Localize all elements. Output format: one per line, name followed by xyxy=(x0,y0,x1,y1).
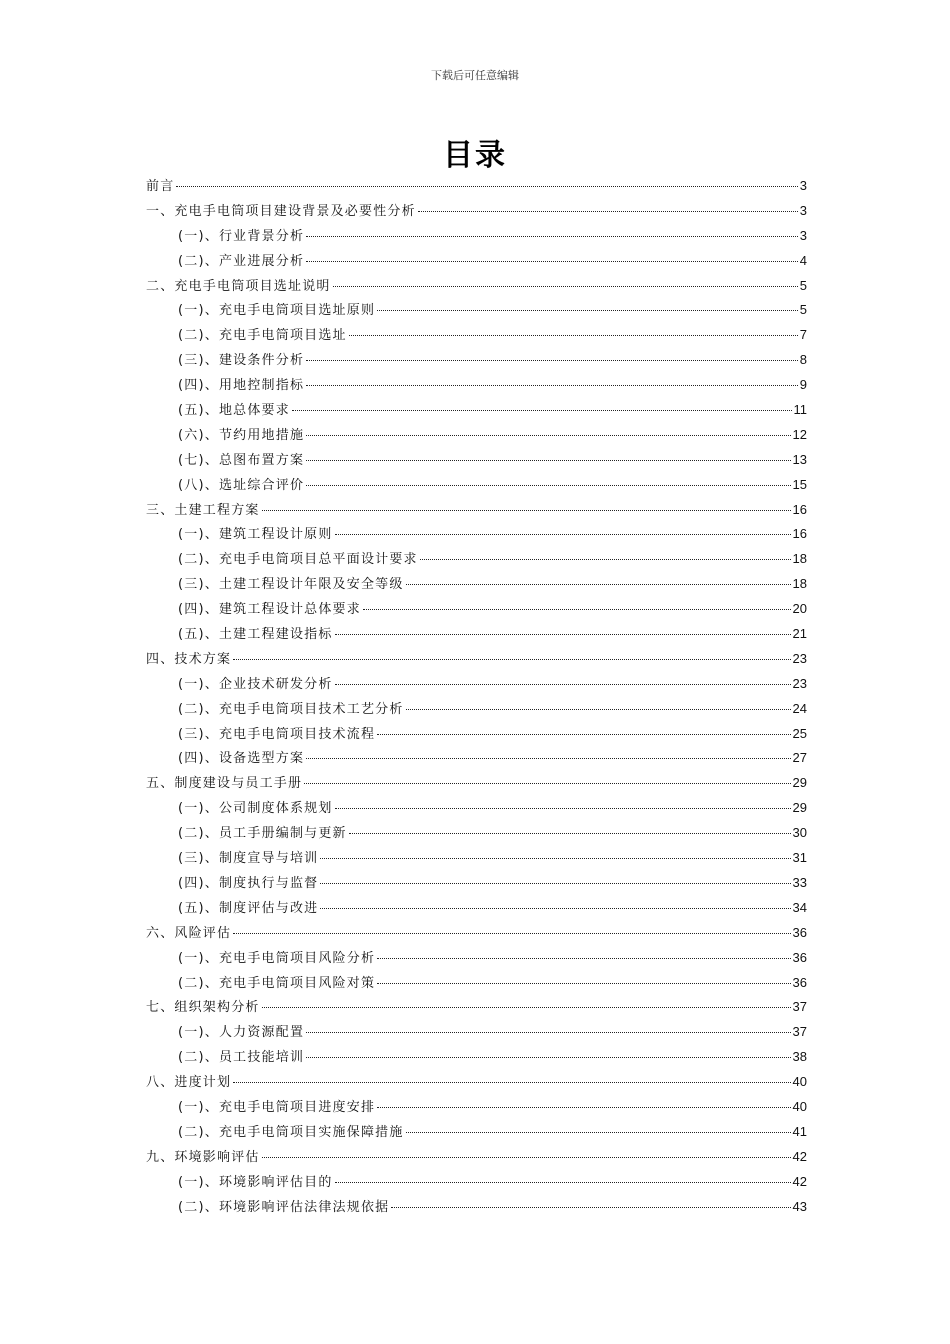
toc-entry[interactable] xyxy=(146,1021,807,1046)
toc-entry-label: 前言 xyxy=(146,179,175,194)
toc-dot-leader xyxy=(335,1182,791,1183)
toc-entry-label: (四)、建筑工程设计总体要求 xyxy=(178,602,361,618)
toc-entry[interactable] xyxy=(146,399,807,424)
toc-entry-label: (五)、地总体要求 xyxy=(178,403,290,419)
toc-entry[interactable] xyxy=(146,474,807,499)
toc-dot-leader xyxy=(176,186,797,187)
toc-entry[interactable] xyxy=(146,847,807,872)
toc-entry-page-number: 36 xyxy=(792,974,807,990)
toc-entry-label: 三、土建工程方案 xyxy=(146,502,260,518)
toc-entry[interactable] xyxy=(146,797,807,822)
toc-dot-leader xyxy=(363,609,791,610)
toc-entry-page-number: 43 xyxy=(792,1198,807,1214)
toc-entry[interactable] xyxy=(146,1096,807,1121)
toc-entry[interactable] xyxy=(146,1146,807,1171)
toc-dot-leader xyxy=(377,1107,790,1108)
toc-entry-page-number: 8 xyxy=(799,352,807,368)
toc-entry[interactable] xyxy=(146,449,807,474)
toc-entry-label: (二)、产业进展分析 xyxy=(178,253,305,269)
toc-entry-label: 六、风险评估 xyxy=(146,925,232,941)
toc-entry-label: (二)、充电手电筒项目实施保障措施 xyxy=(178,1124,404,1140)
toc-entry[interactable] xyxy=(146,897,807,922)
toc-entry[interactable] xyxy=(146,996,807,1021)
toc-entry-label: (五)、制度评估与改进 xyxy=(178,900,319,916)
toc-entry[interactable] xyxy=(146,1121,807,1146)
toc-dot-leader xyxy=(306,1057,790,1058)
toc-entry-label: (一)、充电手电筒项目选址原则 xyxy=(178,303,376,319)
toc-dot-leader xyxy=(262,510,791,511)
toc-entry-label: (八)、选址综合评价 xyxy=(178,477,305,493)
toc-entry[interactable] xyxy=(146,648,807,673)
toc-entry[interactable] xyxy=(146,349,807,374)
toc-entry-page-number: 38 xyxy=(792,1049,807,1065)
toc-entry-label: (一)、人力资源配置 xyxy=(178,1025,305,1041)
toc-dot-leader xyxy=(306,485,790,486)
toc-dot-leader xyxy=(377,983,790,984)
toc-entry-page-number: 27 xyxy=(792,750,807,766)
toc-entry-label: 一、充电手电筒项目建设背景及必要性分析 xyxy=(146,203,416,219)
toc-title: 目录 xyxy=(443,138,507,173)
toc-dot-leader xyxy=(377,958,790,959)
toc-entry-page-number: 3 xyxy=(799,227,807,243)
toc-entry-label: (四)、用地控制指标 xyxy=(178,378,305,394)
toc-entry-page-number: 16 xyxy=(792,501,807,517)
toc-entry[interactable] xyxy=(146,175,807,200)
toc-dot-leader xyxy=(306,261,798,262)
toc-entry-label: (二)、充电手电筒项目风险对策 xyxy=(178,975,376,991)
toc-entry-label: (一)、充电手电筒项目风险分析 xyxy=(178,950,376,966)
toc-entry[interactable] xyxy=(146,972,807,997)
toc-entry-label: (一)、企业技术研发分析 xyxy=(178,676,333,692)
toc-entry[interactable] xyxy=(146,299,807,324)
toc-entry-page-number: 33 xyxy=(792,874,807,890)
toc-entry-label: (一)、充电手电筒项目进度安排 xyxy=(178,1099,376,1115)
page-header-note: 下载后可任意编辑 xyxy=(431,69,519,82)
toc-dot-leader xyxy=(349,833,791,834)
toc-entry-page-number: 18 xyxy=(792,576,807,592)
toc-entry-page-number: 7 xyxy=(799,327,807,343)
toc-entry[interactable] xyxy=(146,598,807,623)
toc-entry-label: (三)、制度宣导与培训 xyxy=(178,851,319,867)
toc-entry[interactable] xyxy=(146,225,807,250)
toc-entry-page-number: 4 xyxy=(799,252,807,268)
toc-entry[interactable] xyxy=(146,1196,807,1221)
toc-entry[interactable] xyxy=(146,822,807,847)
toc-entry[interactable] xyxy=(146,1046,807,1071)
toc-entry-page-number: 24 xyxy=(792,700,807,716)
toc-entry[interactable] xyxy=(146,623,807,648)
toc-entry-page-number: 29 xyxy=(792,800,807,816)
toc-entry[interactable] xyxy=(146,947,807,972)
toc-entry[interactable] xyxy=(146,499,807,524)
toc-entry-page-number: 5 xyxy=(799,277,807,293)
toc-dot-leader xyxy=(320,908,790,909)
toc-entry[interactable] xyxy=(146,374,807,399)
toc-entry[interactable] xyxy=(146,772,807,797)
toc-dot-leader xyxy=(233,659,790,660)
toc-entry-page-number: 16 xyxy=(792,526,807,542)
toc-dot-leader xyxy=(335,684,791,685)
toc-dot-leader xyxy=(406,709,791,710)
toc-entry-label: (二)、充电手电筒项目技术工艺分析 xyxy=(178,701,404,717)
toc-entry[interactable] xyxy=(146,1171,807,1196)
toc-entry-page-number: 42 xyxy=(792,1148,807,1164)
toc-dot-leader xyxy=(320,858,790,859)
toc-dot-leader xyxy=(406,1132,791,1133)
toc-entry-label: (七)、总图布置方案 xyxy=(178,452,305,468)
toc-entry[interactable] xyxy=(146,424,807,449)
toc-entry-label: (三)、充电手电筒项目技术流程 xyxy=(178,726,376,742)
table-of-contents xyxy=(146,175,807,1220)
toc-entry-label: 九、环境影响评估 xyxy=(146,1149,260,1165)
toc-dot-leader xyxy=(233,1082,790,1083)
toc-dot-leader xyxy=(262,1007,791,1008)
toc-entry-page-number: 15 xyxy=(792,476,807,492)
toc-entry-label: (五)、土建工程建设指标 xyxy=(178,627,333,643)
toc-dot-leader xyxy=(306,758,790,759)
toc-dot-leader xyxy=(420,559,791,560)
toc-dot-leader xyxy=(306,385,798,386)
toc-dot-leader xyxy=(349,335,798,336)
toc-entry-page-number: 36 xyxy=(792,924,807,940)
toc-dot-leader xyxy=(262,1157,791,1158)
toc-entry-page-number: 21 xyxy=(792,626,807,642)
toc-dot-leader xyxy=(391,1207,790,1208)
toc-dot-leader xyxy=(377,734,790,735)
toc-dot-leader xyxy=(335,634,791,635)
toc-dot-leader xyxy=(292,410,792,411)
toc-entry[interactable] xyxy=(146,922,807,947)
toc-entry-label: (三)、建设条件分析 xyxy=(178,353,305,369)
toc-entry-page-number: 11 xyxy=(793,402,807,418)
toc-entry[interactable] xyxy=(146,698,807,723)
toc-dot-leader xyxy=(233,933,790,934)
toc-dot-leader xyxy=(304,783,790,784)
toc-entry-page-number: 42 xyxy=(792,1173,807,1189)
toc-entry-label: (一)、公司制度体系规划 xyxy=(178,801,333,817)
toc-entry[interactable] xyxy=(146,872,807,897)
toc-entry-page-number: 41 xyxy=(792,1123,807,1139)
toc-entry-page-number: 40 xyxy=(792,1074,807,1090)
toc-entry-page-number: 29 xyxy=(792,775,807,791)
toc-entry-page-number: 25 xyxy=(792,725,807,741)
toc-entry-page-number: 20 xyxy=(792,601,807,617)
toc-entry[interactable] xyxy=(146,250,807,275)
toc-entry-label: 二、充电手电筒项目选址说明 xyxy=(146,278,331,294)
toc-dot-leader xyxy=(406,584,791,585)
toc-entry[interactable] xyxy=(146,673,807,698)
toc-entry-page-number: 5 xyxy=(799,302,807,318)
toc-dot-leader xyxy=(333,286,798,287)
toc-entry-page-number: 9 xyxy=(799,377,807,393)
toc-entry-page-number: 18 xyxy=(792,551,807,567)
toc-entry-page-number: 23 xyxy=(792,650,807,666)
toc-entry-page-number: 12 xyxy=(792,426,807,442)
toc-entry-page-number: 36 xyxy=(792,949,807,965)
toc-entry-page-number: 3 xyxy=(799,178,807,193)
toc-entry-label: (二)、员工技能培训 xyxy=(178,1050,305,1066)
toc-entry[interactable] xyxy=(146,324,807,349)
toc-entry-label: (四)、设备选型方案 xyxy=(178,751,305,767)
toc-entry-page-number: 37 xyxy=(792,1024,807,1040)
toc-dot-leader xyxy=(335,808,791,809)
toc-dot-leader xyxy=(306,236,798,237)
toc-dot-leader xyxy=(418,211,798,212)
toc-dot-leader xyxy=(306,460,790,461)
toc-entry-label: (二)、充电手电筒项目选址 xyxy=(178,328,347,344)
toc-entry-page-number: 37 xyxy=(792,999,807,1015)
toc-entry-page-number: 31 xyxy=(792,850,807,866)
toc-entry[interactable] xyxy=(146,747,807,772)
toc-dot-leader xyxy=(320,883,790,884)
toc-entry[interactable] xyxy=(146,523,807,548)
toc-entry-page-number: 3 xyxy=(799,202,807,218)
toc-entry-label: 四、技术方案 xyxy=(146,651,232,667)
toc-entry[interactable] xyxy=(146,723,807,748)
toc-entry-page-number: 23 xyxy=(792,675,807,691)
toc-entry-label: (二)、环境影响评估法律法规依据 xyxy=(178,1199,390,1215)
toc-entry-label: (一)、建筑工程设计原则 xyxy=(178,527,333,543)
toc-entry[interactable] xyxy=(146,275,807,300)
toc-entry-label: (三)、土建工程设计年限及安全等级 xyxy=(178,577,404,593)
toc-entry-label: 七、组织架构分析 xyxy=(146,1000,260,1016)
toc-dot-leader xyxy=(335,534,791,535)
toc-entry-page-number: 30 xyxy=(792,825,807,841)
toc-entry[interactable] xyxy=(146,1071,807,1096)
toc-entry-page-number: 40 xyxy=(792,1098,807,1114)
toc-entry[interactable] xyxy=(146,200,807,225)
toc-entry-page-number: 34 xyxy=(792,899,807,915)
toc-dot-leader xyxy=(377,310,798,311)
toc-entry[interactable] xyxy=(146,573,807,598)
toc-entry-label: (六)、节约用地措施 xyxy=(178,427,305,443)
toc-entry-label: (四)、制度执行与监督 xyxy=(178,875,319,891)
toc-entry-label: (二)、充电手电筒项目总平面设计要求 xyxy=(178,552,418,568)
toc-entry-label: (一)、行业背景分析 xyxy=(178,228,305,244)
toc-dot-leader xyxy=(306,360,798,361)
toc-dot-leader xyxy=(306,1032,790,1033)
toc-entry-label: 八、进度计划 xyxy=(146,1075,232,1091)
toc-entry-label: (二)、员工手册编制与更新 xyxy=(178,826,347,842)
toc-dot-leader xyxy=(306,435,790,436)
toc-entry[interactable] xyxy=(146,548,807,573)
toc-entry-page-number: 13 xyxy=(792,451,807,467)
toc-entry-label: (一)、环境影响评估目的 xyxy=(178,1174,333,1190)
toc-entry-label: 五、制度建设与员工手册 xyxy=(146,776,303,792)
